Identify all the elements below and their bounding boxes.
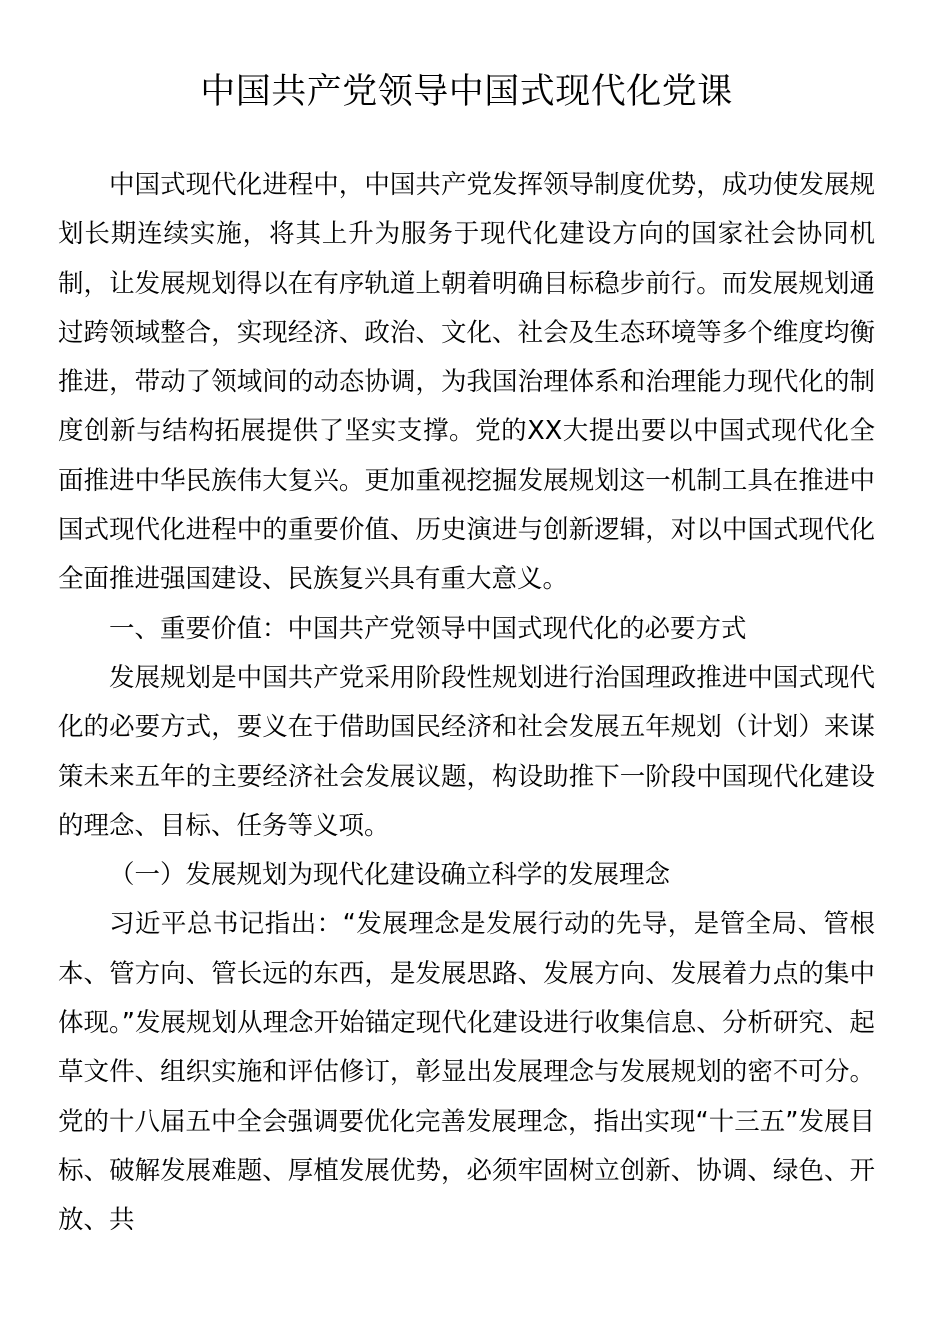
document-title: 中国共产党领导中国式现代化党课 xyxy=(200,72,733,112)
subsection-heading-1: （一）发展规划为现代化建设确立科学的发展理念 xyxy=(109,860,671,891)
document-body xyxy=(58,161,875,1246)
intro-paragraph: 中国式现代化进程中，中国共产党发挥领导制度优势，成功使发展规划长期连续实施，将其上升为服务于现代化建设方向的国家社会协同机制，让发展规划得以在有序轨道上朝着明确目标稳步前行。而发展规划通过跨领域整合，实现经济、政治、文化、社会及生态环境等多个维度均衡推进，带动了领域间的动态协调，为我国治理体系和治理能力现代化的制度创新与结构拓展提供了坚实支撑。党的XX大提出要以中国式现代化全面推进中华民族伟大复兴。更加重视挖掘发展规划这一机制工具在推进中国式现代化进程中的重要价值、历史演进与创新逻辑，对以中国式现代化全面推进强国建设、民族复兴具有重大意义。 xyxy=(58,170,875,595)
section-1-paragraph: 发展规划是中国共产党采用阶段性规划进行治国理政推进中国式现代化的必要方式，要义在于借助国民经济和社会发展五年规划（计划）来谋策未来五年的主要经济社会发展议题，构设助推下一阶段中国现代化建设的理念、目标、任务等义项。 xyxy=(58,662,875,841)
section-heading-1: 一、重要价值：中国共产党领导中国式现代化的必要方式 xyxy=(109,613,747,644)
subsection-1-paragraph: 习近平总书记指出：“发展理念是发展行动的先导，是管全局、管根本、管方向、管长远的东西，是发展思路、发展方向、发展着力点的集中体现。”发展规划从理念开始锚定现代化建设进行收集信息、分析研究、起草文件、组织实施和评估修订，彰显出发展理念与发展规划的密不可分。党的十八届五中全会强调要优化完善发展理念，指出实现“十三五”发展目标、破解发展难题、厚植发展优势，必须牢固树立创新、协调、绿色、开放、共 xyxy=(58,909,875,1236)
